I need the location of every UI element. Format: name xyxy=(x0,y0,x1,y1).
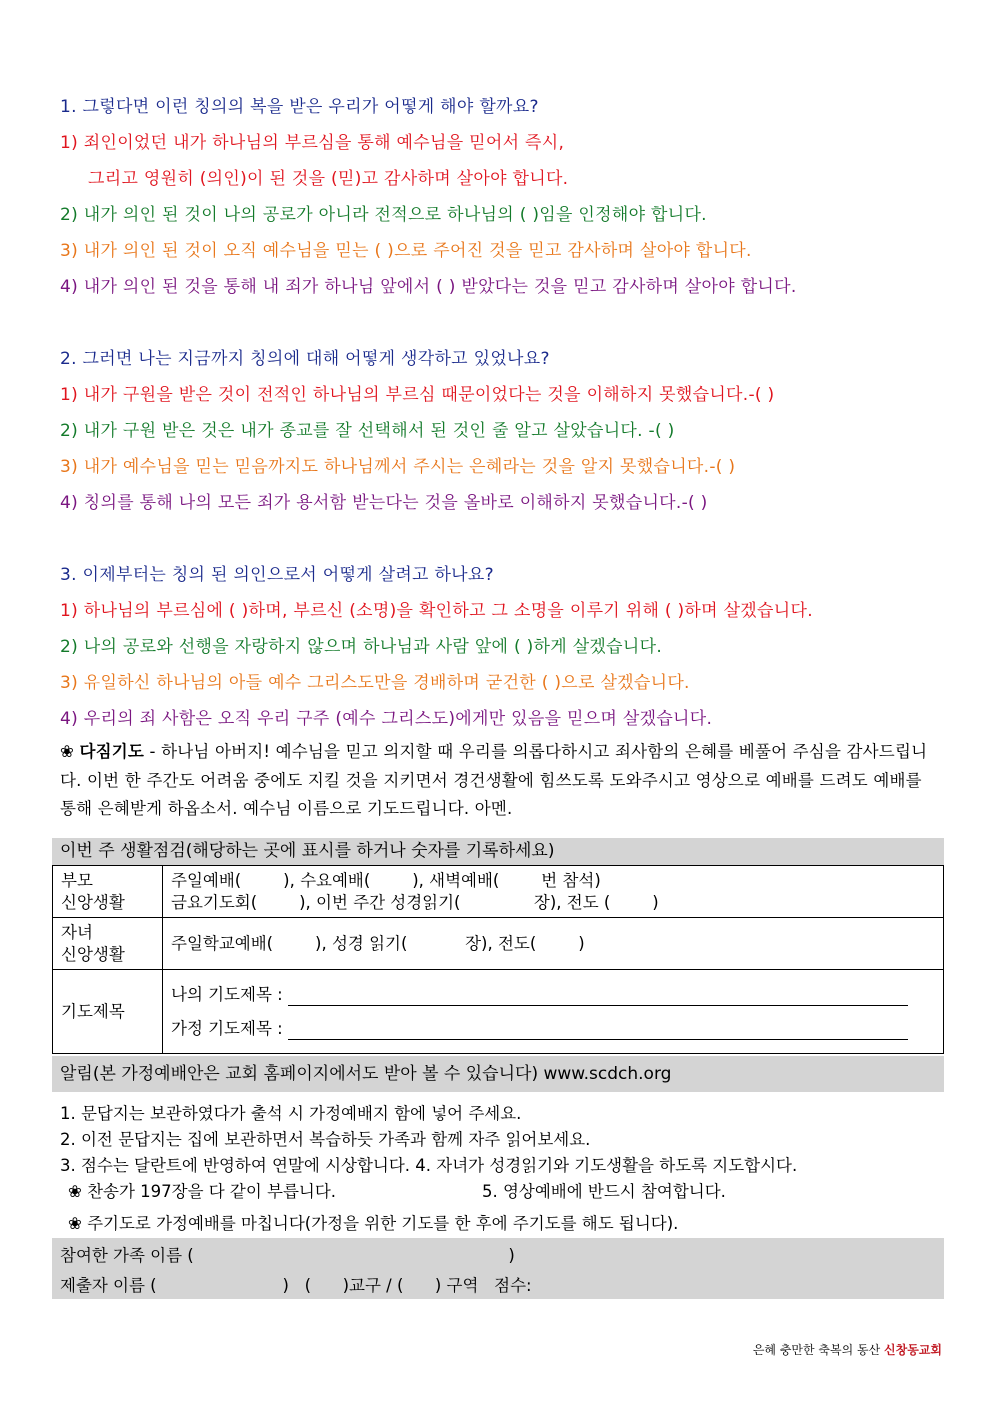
child-worship-line: 주일학교예배( ), 성경 읽기( 장), 전도( ) xyxy=(171,933,585,953)
section1-item3: 3) 내가 의인 된 것이 오직 예수님을 믿는 ( )으로 주어진 것을 믿고 감사하며 살아야 합니다. xyxy=(60,241,752,261)
my-prayer-label: 나의 기도제목 : xyxy=(171,984,283,1004)
notice-item: 3. 점수는 달란트에 반영하여 연말에 시상합니다. 4. 자녀가 성경읽기와 기도생활을 하도록 지도합시다. xyxy=(60,1156,798,1175)
row-label-line: 자녀 xyxy=(61,922,93,942)
row-label xyxy=(53,866,163,918)
notice-header xyxy=(52,1056,944,1092)
notice-item-5: 5. 영상예배에 반드시 참여합니다. xyxy=(482,1182,726,1201)
section2-item1: 1) 내가 구원을 받은 것이 전적인 하나님의 부르심 때문이었다는 것을 이해하지 못했습니다.-( ) xyxy=(60,385,775,405)
section1-item1-cont: 그리고 영원히 (의인)이 된 것을 (믿)고 감사하며 살아야 합니다. xyxy=(88,169,569,189)
section2-item4: 4) 칭의를 통해 나의 모든 죄가 용서함 받는다는 것을 올바로 이해하지 못했습니다.-( ) xyxy=(60,493,708,513)
checklist-table xyxy=(52,865,944,1054)
row-content[interactable] xyxy=(163,918,944,970)
flower-icon: ❀ xyxy=(60,742,75,761)
prayer-title: 다짐기도 xyxy=(79,742,145,761)
family-prayer-label: 가정 기도제목 : xyxy=(171,1018,283,1038)
section1-item1: 1) 죄인이었던 내가 하나님의 부르심을 통해 예수님을 믿어서 즉시, xyxy=(60,133,565,153)
checklist-header xyxy=(52,838,944,865)
row-label xyxy=(53,970,163,1054)
family-prayer-blank[interactable] xyxy=(288,1021,908,1040)
table-row xyxy=(53,970,944,1054)
row-label-line: 신앙생활 xyxy=(61,892,125,912)
table-row xyxy=(53,918,944,970)
section2-heading: 2. 그러면 나는 지금까지 칭의에 대해 어떻게 생각하고 있었나요? xyxy=(60,349,550,369)
section3-item4: 4) 우리의 죄 사함은 오직 우리 구주 (예수 그리스도)에게만 있음을 믿으며 살겠습니다. xyxy=(60,709,713,729)
checklist-instruction: (해당하는 곳에 표시를 하거나 숫자를 기록하세요) xyxy=(185,841,555,861)
section3-item2: 2) 나의 공로와 선행을 자랑하지 않으며 하나님과 사람 앞에 ( )하게 살겠습니다. xyxy=(60,637,663,657)
section3-item1: 1) 하나님의 부르심에 ( )하며, 부르신 (소명)을 확인하고 그 소명을 이루기 위해 ( )하며 살겠습니다. xyxy=(60,601,813,621)
footer xyxy=(753,1341,942,1358)
section2-item3: 3) 내가 예수님을 믿는 믿음까지도 하나님께서 주시는 은혜라는 것을 알지 못했습니다.-( ) xyxy=(60,457,736,477)
prayer-paragraph xyxy=(60,738,940,824)
notice-title: 알림 xyxy=(60,1064,93,1084)
checklist-title: 이번 주 생활점검 xyxy=(60,841,186,861)
section1-heading: 1. 그렇다면 이런 칭의의 복을 받은 우리가 어떻게 해야 할까요? xyxy=(60,97,539,117)
notice-item: 2. 이전 문답지는 집에 보관하면서 복습하듯 가족과 함께 자주 읽어보세요. xyxy=(60,1130,591,1149)
table-row xyxy=(53,866,944,918)
row-label-line: 부모 xyxy=(61,870,93,890)
notice-item: 1. 문답지는 보관하였다가 출석 시 가정예배지 함에 넣어 주세요. xyxy=(60,1104,522,1123)
row-content[interactable] xyxy=(163,970,944,1054)
family-names-line: 참여한 가족 이름 ( ) xyxy=(60,1246,515,1265)
my-prayer-blank[interactable] xyxy=(288,987,908,1006)
section1-item4: 4) 내가 의인 된 것을 통해 내 죄가 하나님 앞에서 ( ) 받았다는 것을 믿고 감사하며 살아야 합니다. xyxy=(60,277,797,297)
prayer-text: - 하나님 아버지! 예수님을 믿고 의지할 때 우리를 의롭다하시고 죄사함의 은혜를 베풀어 주심을 감사드립니다. 이번 한 주간도 어려움 중에도 지킬 것을 지키면서 경건생활에 힘쓰도록 도와주시고 영상으로 예배를 드려도 예배를 통해 은혜받게 하옵소서. 예수님 이름으로 기도드립니다. 아멘. xyxy=(60,742,928,818)
closing-rest: (가정을 위한 기도를 한 후에 주기도를 해도 됩니다). xyxy=(304,1214,679,1233)
footer-slogan: 은혜 충만한 축복의 동산 xyxy=(752,1343,881,1357)
row-label-line: 기도제목 xyxy=(61,1001,125,1021)
parent-prayer-line: 금요기도회( ), 이번 주간 성경읽기( 장), 전도 ( ) xyxy=(171,892,659,912)
parent-worship-line: 주일예배( ), 수요예배( ), 새벽예배( 번 참석) xyxy=(171,870,601,890)
closing-note xyxy=(68,1210,678,1234)
row-label-line: 신앙생활 xyxy=(61,944,125,964)
submitter-line: 제출자 이름 ( ) ( )교구 / ( ) 구역 점수: xyxy=(60,1276,532,1295)
section3-item3: 3) 유일하신 하나님의 아들 예수 그리스도만을 경배하며 굳건한 ( )으로 살겠습니다. xyxy=(60,673,690,693)
section2-item2: 2) 내가 구원 받은 것은 내가 종교를 잘 선택해서 된 것인 줄 알고 살았습니다. -( ) xyxy=(60,421,675,441)
church-name: 신창동교회 xyxy=(884,1343,942,1357)
closing-bold: ❀ 주기도로 가정예배를 마칩니다 xyxy=(68,1214,305,1233)
row-content[interactable] xyxy=(163,866,944,918)
submission-box[interactable] xyxy=(52,1238,944,1299)
section3-heading: 3. 이제부터는 칭의 된 의인으로서 어떻게 살려고 하나요? xyxy=(60,565,494,585)
hymn-note: ❀ 찬송가 197장을 다 같이 부릅니다. xyxy=(68,1182,337,1201)
notice-text: (본 가정예배안은 교회 홈페이지에서도 받아 볼 수 있습니다) www.scdch.org xyxy=(92,1064,672,1084)
section1-item2: 2) 내가 의인 된 것이 나의 공로가 아니라 전적으로 하나님의 ( )임을 인정해야 합니다. xyxy=(60,205,707,225)
row-label xyxy=(53,918,163,970)
